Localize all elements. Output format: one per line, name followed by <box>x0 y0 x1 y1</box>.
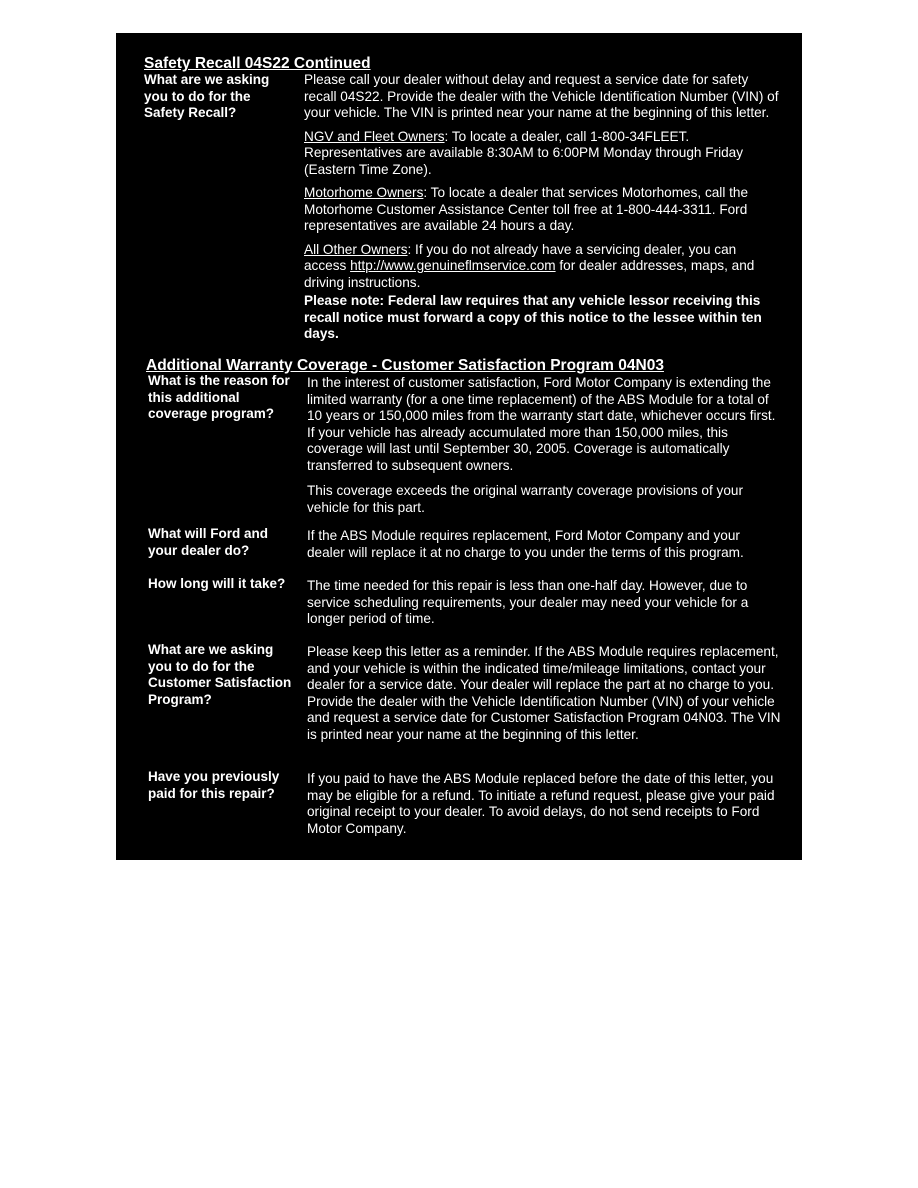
motorhome-label: Motorhome Owners <box>304 185 424 200</box>
ngv-fleet-paragraph <box>304 129 779 179</box>
other-owners-text-2: for dealer addresses, maps, and driving instructions. <box>304 258 755 290</box>
question-ford-dealer: What will Ford and your dealer do? <box>148 526 268 558</box>
section-title-safety-recall: Safety Recall 04S22 Continued <box>144 55 371 72</box>
answer-how-long: The time needed for this repair is less than one-half day. However, due to service scheduling requirements, your dealer may need your vehicle for a longer period of time. <box>307 578 749 626</box>
question-previously-paid: Have you previously paid for this repair? <box>148 769 280 801</box>
ngv-fleet-text: : To locate a dealer, call 1-800-34FLEET. Representatives are available 8:30AM to 6:00PM Monday through Friday (Eastern Time Zone). <box>304 128 744 177</box>
lessor-note: Please note: Federal law requires that any vehicle lessor receiving this recall notice must forward a copy of this notice to the lessee within ten days. <box>304 293 762 341</box>
answer-reason-2: This coverage exceeds the original warranty coverage provisions of your vehicle for this part. <box>307 483 743 515</box>
question-reason: What is the reason for this additional coverage program? <box>148 373 290 421</box>
other-owners-paragraph <box>304 242 779 292</box>
question-customer-program: What are we asking you to do for the Customer Satisfaction Program? <box>148 642 292 707</box>
document-panel <box>116 33 802 860</box>
section-title-warranty-coverage: Additional Warranty Coverage - Customer Satisfaction Program 04N03 <box>146 357 664 374</box>
ngv-fleet-label: NGV and Fleet Owners <box>304 128 445 144</box>
answer-safety-recall <box>304 72 779 350</box>
question-how-long: How long will it take? <box>148 576 286 591</box>
answer-previously-paid: If you paid to have the ABS Module replaced before the date of this letter, you may be eligible for a refund. To initiate a refund request, please give your paid original receipt to your dealer. To avoid delays, do not send receipts to Ford Motor Company. <box>307 771 775 836</box>
other-owners-label: All Other Owners <box>304 241 408 257</box>
dealer-website-link[interactable]: http://www.genuineflmservice.com <box>350 258 556 273</box>
motorhome-paragraph <box>304 185 779 235</box>
answer-intro: Please call your dealer without delay and request a service date for safety recall 04S22. Provide the dealer with the Vehicle Identification Number (VIN) of your vehicle. The VIN is printed near your name at the beginning of this letter. <box>304 72 779 120</box>
answer-ford-dealer: If the ABS Module requires replacement, Ford Motor Company and your dealer will replace it at no charge to you under the terms of this program. <box>307 528 744 560</box>
question-safety-recall: What are we asking you to do for the Safety Recall? <box>144 72 270 120</box>
other-owners-text-1: : If you do not already have a servicing dealer, you can access <box>304 241 737 273</box>
answer-customer-program: Please keep this letter as a reminder. If the ABS Module requires replacement, and your vehicle is within the indicated time/mileage limitations, contact your dealer for a service date. Your dealer will replace the part at no charge to you. Provide the dealer with the Vehicle Identification Number (VIN) of your vehicle and request a service date for Customer Satisfaction Program 04N03. The VIN is printed near your name at the beginning of this letter. <box>307 644 781 742</box>
motorhome-text: : To locate a dealer that services Motorhomes, call the Motorhome Customer Assistance Center toll free at 1-800-444-3311. Ford representatives are available 24 hours a day. <box>304 185 749 233</box>
answer-reason <box>307 375 781 523</box>
answer-reason-1: In the interest of customer satisfaction, Ford Motor Company is extending the limited warranty (for a one time replacement) of the ABS Module for a total of 10 years or 150,000 miles from the warranty start date, whichever occurs first. If your vehicle has already accumulated more than 150,000 miles, this coverage will last until September 30, 2005. Coverage is automatically transferred to subsequent owners. <box>307 375 776 473</box>
